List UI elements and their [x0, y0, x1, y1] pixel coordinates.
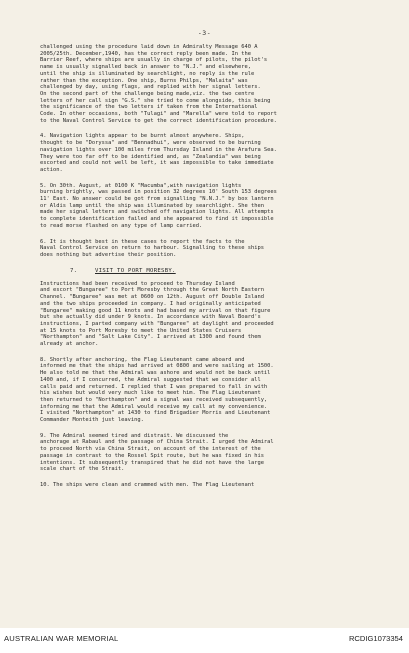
paragraph	[40, 482, 375, 489]
text-line: scale chart of the Strait.	[40, 466, 125, 473]
text-line: Instructions had been received to proceed to Thursday Island	[40, 280, 235, 287]
text-line: passage in contrast to the Rossel Spit route, but he was fixed in his	[40, 452, 264, 459]
paragraphs-after-heading	[40, 281, 375, 489]
text-line: He also told me that the Admiral was ashore and would not be back until	[40, 370, 271, 377]
text-line: 1400 and, if I concurred, the Admiral suggested that we consider all	[40, 376, 261, 383]
text-line: Code. In other occasions, both "Tulagi" and "Marella" were told to report	[40, 111, 277, 118]
text-line: thought to be "Doryssa" and "Bennadhui", were observed to be burning	[40, 140, 261, 147]
page-number: -3-	[197, 29, 212, 37]
text-line: and the two ships proceeded in company. I had originally anticipated	[40, 300, 261, 307]
section-heading-title: VISIT TO PORT MORESBY.	[95, 267, 176, 274]
text-line: until the ship is illuminated by searchlight, no reply is the rule	[40, 70, 255, 77]
paragraph	[40, 133, 375, 173]
text-line: I visited "Northampton" at 1430 to find Brigadier Morris and Lieutenant	[40, 410, 271, 417]
text-line: rather than the exception. One ship, Burns Philps, "Malaita" was	[40, 77, 248, 84]
text-line: "Northampton" and "Salt Lake City". I arrived at 1300 and found them	[40, 334, 261, 341]
text-line: and escort "Bungaree" to Port Moresby through the Great North Eastern	[40, 287, 264, 294]
text-line: informing me that the Admiral would receive my call at my convenience.	[40, 403, 268, 410]
text-line: Channel. "Bungaree" was met at 0600 on 12th. August off Double Island	[40, 294, 264, 301]
text-line: challenged by day, using flags, and replied with her signal letters.	[40, 84, 261, 91]
text-line: at 15 knots to Port Moresby to meet the United States Cruisers	[40, 327, 242, 334]
text-line: but she actually did under 9 knots. In accordance with Naval Board's	[40, 314, 261, 321]
text-line: 2005/25th. December,1940, has the correct reply been made. In the	[40, 50, 251, 57]
text-line: 6. It is thought best in these cases to report the facts to the	[40, 238, 245, 245]
text-line: Naval Control Service on return to harbour. Signalling to these ships	[40, 245, 264, 252]
archive-footer	[0, 628, 409, 653]
text-line: 8. Shortly after anchoring, the Flag Lieutenant came aboard and	[40, 356, 245, 363]
text-line: On the second part of the challenge being made,viz. the two centre	[40, 90, 255, 97]
text-line: or Aldis lamp until the ship was illuminated by searchlight. She then	[40, 202, 264, 209]
paragraph	[40, 357, 375, 424]
text-line: intentions. It subsequently transpired that he did not have the large	[40, 459, 264, 466]
text-line: action.	[40, 166, 63, 173]
section-heading	[70, 268, 375, 274]
paragraph	[40, 281, 375, 348]
text-line: challenged using the procedure laid down in Admiralty Message 640 A	[40, 44, 258, 50]
text-line: 4. Navigation lights appear to be burnt almost anywhere. Ships,	[40, 133, 245, 140]
paragraph	[40, 239, 375, 259]
text-line: Barrier Reef, where ships are usually in charge of pilots, the pilot's	[40, 57, 268, 64]
text-line: informed me that the ships had arrived at 0800 and were sailing at 1500.	[40, 363, 274, 370]
text-line: escorted and could not well be left, it was impossible to take immediate	[40, 160, 274, 167]
paragraphs-before-heading	[40, 44, 375, 259]
text-line: does nothing but advertise their position.	[40, 251, 177, 258]
paragraph	[40, 183, 375, 230]
text-line: 11' East. No answer could be got from signalling "N.N.J." by box lantern	[40, 196, 274, 203]
text-line: They were too far off to be identified and, as "Zealandia" was being	[40, 153, 261, 160]
text-line: letters of her call sign "G.S." she tried to come alongside, this being	[40, 97, 271, 104]
text-line: the significance of the two letters if taken from the International	[40, 104, 258, 111]
text-line: his wishes but would very much like to meet him. The Flag Lieutenant	[40, 390, 261, 397]
text-line: to the Naval Control Service to get the correct identification procedure.	[40, 117, 277, 124]
text-line: to proceed North via China Strait, on account of the interest of the	[40, 446, 261, 453]
archive-name: AUSTRALIAN WAR MEMORIAL	[4, 634, 119, 643]
section-heading-number: 7.	[70, 267, 78, 274]
paragraph	[40, 44, 375, 124]
text-line: burning brightly, was passed in position 32 degrees 10' South 153 degrees	[40, 189, 277, 196]
text-line: 5. On 30th. August, at 0100 K "Macumba",with navigation lights	[40, 182, 242, 189]
document-body	[40, 44, 375, 498]
text-line: 10. The ships were clean and crammed with men. The Flag Lieutenant	[40, 481, 255, 488]
text-line: anchorage at Rabaul and the passage of China Strait. I urged the Admiral	[40, 439, 274, 446]
text-line: to read morse flashed on any type of lamp carried.	[40, 222, 203, 229]
text-line: calls paid and returned. I replied that I was prepared to fall in with	[40, 383, 268, 390]
text-line: to complete identification failed and she appeared to find it impossible	[40, 216, 274, 223]
text-line: then returned to "Northampton" and a signal was received subsequently,	[40, 396, 268, 403]
text-line: "Bungaree" making good 11 knots and had based my arrival on that figure	[40, 307, 271, 314]
text-line: instructions, I parted company with "Bungaree" at daylight and proceeded	[40, 320, 274, 327]
paragraph	[40, 433, 375, 473]
text-line: already at anchor.	[40, 341, 99, 348]
text-line: navigation lights over 100 miles from Thursday Island in the Arafura Sea.	[40, 146, 277, 153]
text-line: made her signal letters and switched off navigation lights. All attempts	[40, 209, 274, 216]
text-line: 9. The Admiral seemed tired and distrait. We discussed the	[40, 432, 229, 439]
text-line: Commander Monteith just leaving.	[40, 417, 144, 424]
text-line: name is usually signalled back in answer to "N.J." and elsewhere,	[40, 64, 251, 71]
archive-reference: RCDIG1073354	[348, 634, 403, 643]
